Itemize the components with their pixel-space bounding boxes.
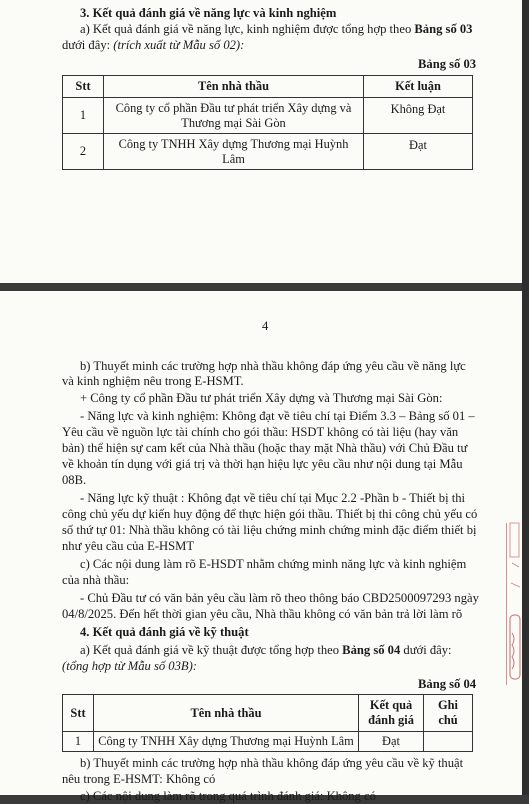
row-contractor-name <box>104 134 364 170</box>
header-stt: Stt <box>63 695 94 732</box>
technical-explanation-line2: nêu trong E-HSMT: Không có <box>62 772 216 786</box>
row-stt: 2 <box>63 134 104 170</box>
section-3-intro-text-2: dưới đây: <box>62 38 114 52</box>
margin-stamp-image <box>506 523 523 685</box>
table-reference-03: Bảng số 03 <box>414 22 473 36</box>
row-note <box>424 732 473 752</box>
header-note-line2: chú <box>438 713 458 727</box>
contractor-name-line1: Công ty cổ phần Đầu tư phát triển Xây dựng và <box>115 100 352 115</box>
capacity-line4: về khoản tín dụng với giá trị và thời hạn hiệu lực yêu cầu như nội dung tại Mẫu <box>62 457 463 471</box>
technical-capacity-line1: - Năng lực kỹ thuật : Không đạt về tiêu chí tại Mục 2.2 -Phần b - Thiết bị thi <box>80 491 466 505</box>
table-row <box>63 732 473 752</box>
technical-capacity-line3: số thứ tự 01: Nhà thầu không có tài liệu chứng minh chứng minh đặc điểm thiết bị <box>62 523 477 537</box>
document-page-previous <box>0 0 522 283</box>
header-result <box>359 695 424 732</box>
owner-request-line1: - Chủ Đầu tư có văn bản yêu cầu làm rõ theo thông báo CBD2500097293 ngày <box>80 591 479 605</box>
table-row <box>63 98 473 134</box>
section-3-intro-line1 <box>80 22 472 37</box>
table-caption-04: Bảng số 04 <box>418 677 477 691</box>
paragraph-b-line1: b) Thuyết minh các trường hợp nhà thầu không đáp ứng yêu cầu về năng lực <box>80 359 466 373</box>
table-header-row <box>63 76 473 98</box>
technical-explanation-line1: b) Thuyết minh các trường hợp nhà thầu không đáp ứng yêu cầu về kỹ thuật <box>80 756 464 770</box>
page-number: 4 <box>262 319 269 333</box>
section-heading-4: 4. Kết quả đánh giá về kỹ thuật <box>80 625 249 639</box>
document-page-4 <box>0 291 522 803</box>
contractor-name-line1: Công ty TNHH Xây dựng Thương mại Huỳnh <box>118 136 349 151</box>
contractor-name-line2: Thương mại Sài Gòn <box>181 115 286 130</box>
row-stt: 1 <box>63 98 104 134</box>
header-contractor: Tên nhà thầu <box>104 76 364 98</box>
clarification-line1: c) Các nội dung làm rõ E-HSDT nhằm chứng minh năng lực và kinh nghiệm <box>80 557 467 571</box>
page-gap <box>0 283 529 291</box>
table-03 <box>62 75 473 170</box>
owner-request-line2: 04/8/2025. Đến hết thời gian yêu cầu, Nhà thầu không có văn bản trả lời làm rõ <box>62 607 463 621</box>
row-conclusion: Đạt <box>364 134 473 170</box>
row-stt: 1 <box>63 732 94 752</box>
header-stt: Stt <box>63 76 104 98</box>
row-result: Đạt <box>359 732 424 752</box>
section-heading-3: 3. Kết quả đánh giá về năng lực và kinh nghiệm <box>80 6 337 20</box>
capacity-line1: - Năng lực và kinh nghiệm: Không đạt về tiêu chí tại Điểm 3.3 – Bảng số 01 – <box>80 409 475 423</box>
paragraph-b-line2: và kinh nghiệm nêu trong E-HSMT. <box>62 374 244 388</box>
header-note-line1: Ghi <box>438 698 458 712</box>
section-4-intro-text: a) Kết quả đánh giá về kỹ thuật được tổng hợp theo <box>80 643 343 657</box>
capacity-line3: bản) thể hiện sự cam kết của Nhà thầu (hoặc thay mặt Nhà thầu) với Chủ Đầu tư <box>62 441 468 455</box>
technical-capacity-line2: công chủ yếu dự kiến huy động để thực hiện gói thầu. Thiết bị thi công chủ yếu có <box>62 507 478 521</box>
section-3-intro-text: a) Kết quả đánh giá về năng lực, kinh nghiệm được tổng hợp theo <box>80 22 415 36</box>
contractor-name-line2: Lâm <box>222 151 245 166</box>
header-contractor: Tên nhà thầu <box>94 695 359 732</box>
table-reference-04: Bảng số 04 <box>342 643 401 657</box>
source-note: (trích xuất từ Mẫu số 02): <box>113 38 245 52</box>
contractor-subheading: + Công ty cổ phần Đầu tư phát triển Xây dựng và Thương mại Sài Gòn: <box>80 391 443 405</box>
technical-capacity-line4: như yêu cầu của E-HSMT <box>62 539 195 553</box>
stamp-marks-icon <box>507 523 523 685</box>
row-contractor-name <box>104 98 364 134</box>
header-result-line2: đánh giá <box>368 713 414 727</box>
table-row <box>63 134 473 170</box>
header-note <box>424 695 473 732</box>
capacity-line5: 08B. <box>62 473 87 487</box>
capacity-line2: Yêu cầu về nguồn lực tài chính cho gói thầu: HSDT không có tài liệu (hay văn <box>62 425 459 439</box>
clarification-technical-line-cut: c) Các nội dung làm rõ trong quá trình đánh giá: Không có <box>80 789 376 803</box>
row-conclusion: Không Đạt <box>364 98 473 134</box>
table-04 <box>62 694 473 752</box>
section-4-intro-post: dưới đây: <box>400 643 452 657</box>
table-caption-03: Bảng số 03 <box>418 57 477 71</box>
source-note-03b: (tổng hợp từ Mẫu số 03B): <box>62 659 197 673</box>
header-result-line1: Kết quả <box>369 698 413 712</box>
clarification-line2: của nhà thầu: <box>62 573 130 587</box>
header-conclusion: Kết luận <box>364 76 473 98</box>
viewer-scroll-edge <box>522 0 529 795</box>
section-3-intro-line2 <box>62 38 244 53</box>
row-contractor-name: Công ty TNHH Xây dựng Thương mại Huỳnh Lâm <box>94 732 359 752</box>
table-header-row <box>63 695 473 732</box>
section-4-intro-line1 <box>80 643 452 658</box>
